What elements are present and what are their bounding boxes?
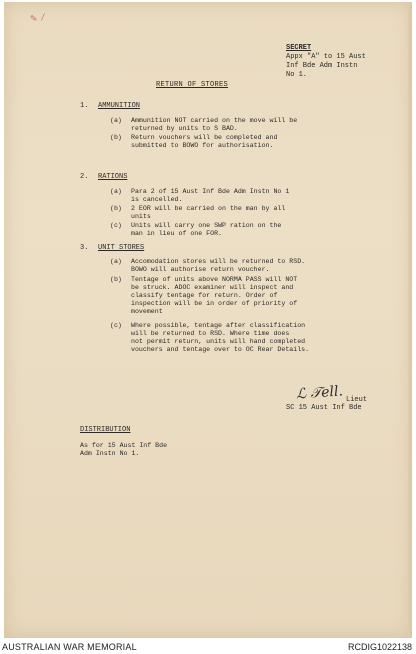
instruction-line: Inf Bde Adm Instn xyxy=(286,62,358,70)
section-2-number: 2. xyxy=(80,173,89,181)
archive-name: AUSTRALIAN WAR MEMORIAL xyxy=(2,642,137,652)
item-text: Units will carry one SWP ration on the man in lieu of one FOR. xyxy=(131,222,282,237)
distribution-heading: DISTRIBUTION xyxy=(80,426,131,434)
distribution-text: As for 15 Aust Inf Bde Adm Instn No 1. xyxy=(80,442,168,457)
section-3-heading: UNIT STORES xyxy=(98,244,145,252)
classification-label: SECRET xyxy=(286,44,312,52)
item-label: (a) xyxy=(110,258,122,265)
appendix-line: Appx "A" to 15 Aust xyxy=(286,53,366,61)
document-page xyxy=(4,2,412,638)
item-text: Tentage of units above NORMA PASS will NOT be struck. ADOC examiner will inspect and classify tentage for return. Order of inspection will be in order of priority of movement xyxy=(131,276,298,315)
handwritten-signature: ℒ 𝒯ell. xyxy=(295,383,344,403)
item-label: (a) xyxy=(110,188,122,195)
item-text: Accomodation stores will be returned to RSD. BOWO will authorise return voucher. xyxy=(131,258,306,273)
item-label: (b) xyxy=(110,205,122,212)
signature-rank: Lieut xyxy=(346,396,368,404)
signature-unit: SC 15 Aust Inf Bde xyxy=(286,404,362,412)
item-text: Para 2 of 15 Aust Inf Bde Adm Instn No 1 is cancelled. xyxy=(131,188,290,203)
pencil-annotation: ✎ ⁄ xyxy=(29,13,46,25)
section-3-number: 3. xyxy=(80,244,89,252)
item-text: Where possible, tentage after classification will be returned to RSD. Where time does not permit return, units will hand completed vouchers and tentage over to OC Rear Details. xyxy=(131,322,310,353)
item-label: (b) xyxy=(110,134,122,141)
item-text: Return vouchers will be completed and submitted to BOWO for authorisation. xyxy=(131,134,278,149)
instruction-number: No 1. xyxy=(286,71,308,79)
item-label: (c) xyxy=(110,222,122,229)
section-1-heading: AMMUNITION xyxy=(98,102,141,110)
item-label: (b) xyxy=(110,276,122,283)
archive-id: RCDIG1022138 xyxy=(347,642,412,652)
page-edge xyxy=(408,2,412,638)
document-header xyxy=(286,44,366,80)
archive-footer xyxy=(0,640,416,654)
section-2-heading: RATIONS xyxy=(98,173,128,181)
section-1-number: 1. xyxy=(80,102,89,110)
item-text: 2 EOR will be carried on the man by all units xyxy=(131,205,286,220)
document-title: RETURN OF STORES xyxy=(156,81,229,89)
item-label: (c) xyxy=(110,322,122,329)
item-label: (a) xyxy=(110,117,122,124)
item-text: Ammunition NOT carried on the move will be returned by units to S BAD. xyxy=(131,117,298,132)
